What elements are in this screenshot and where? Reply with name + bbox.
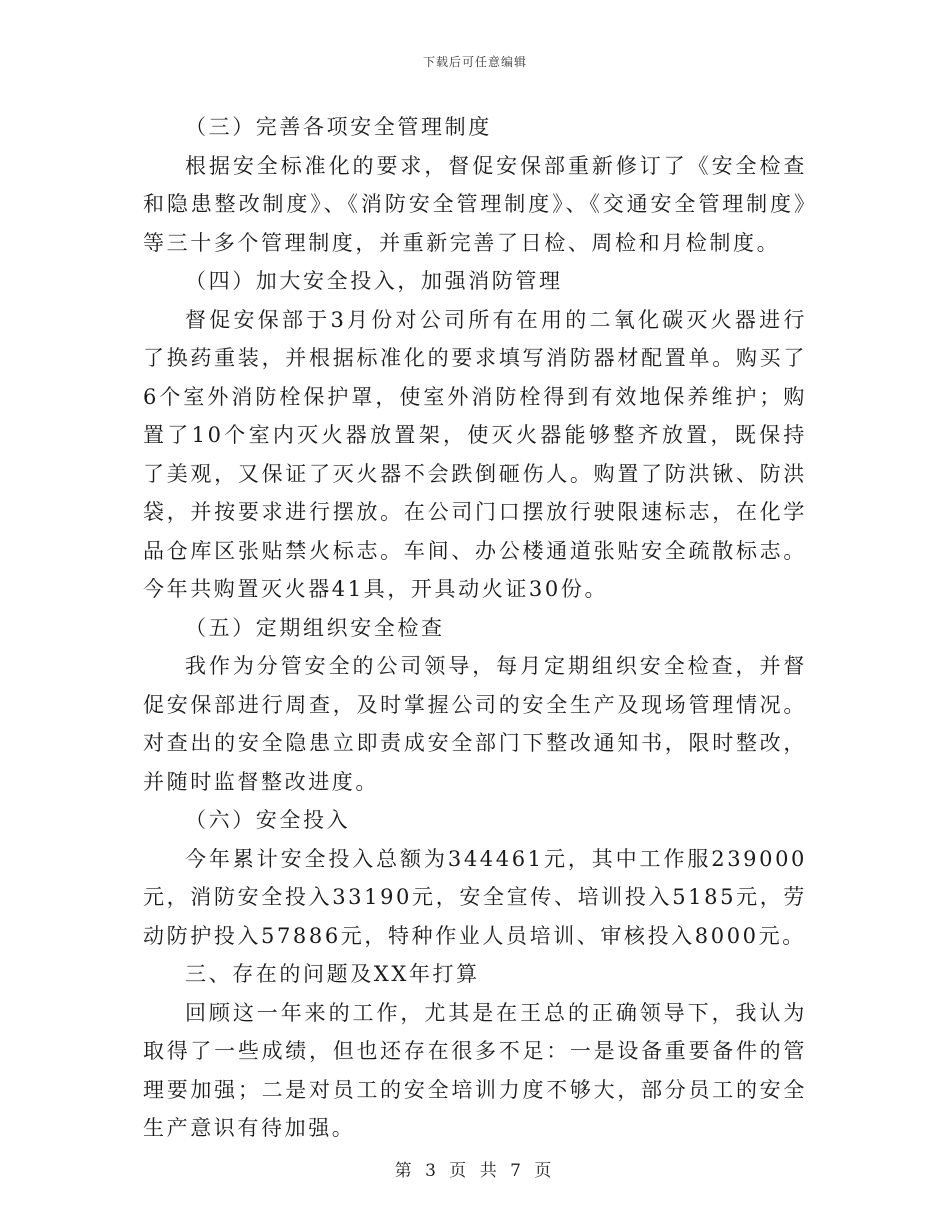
body-paragraph: 今年累计安全投入总额为344461元，其中工作服239000元，消防安全投入33190元，安全宣传、培训投入5185元，劳动防护投入57886元，特种作业人员培训、审核投入8000元。 xyxy=(143,846,807,948)
body-paragraph: 回顾这一年来的工作，尤其是在王总的正确领导下，我认为取得了一些成绩，但也还存在很多不足：一是设备重要备件的管理要加强；二是对员工的安全培训力度不够大，部分员工的安全生产意识有待加强。 xyxy=(143,1000,807,1140)
header-note: 下载后可任意编辑 xyxy=(422,55,527,69)
page-number: 第 3 页 共 7 页 xyxy=(394,1161,556,1181)
document-body xyxy=(143,108,807,1148)
body-paragraph: 督促安保部于3月份对公司所有在用的二氧化碳灭火器进行了换药重装，并根据标准化的要求填写消防器材配置单。购买了6个室外消防栓保护罩，使室外消防栓得到有效地保养维护；购置了10个室内灭火器放置架，使灭火器能够整齐放置，既保持了美观，又保证了灭火器不会跌倒砸伤人。购置了防洪锹、防洪袋，并按要求进行摆放。在公司门口摆放行驶限速标志，在化学品仓库区张贴禁火标志。车间、办公楼通道张贴安全疏散标志。今年共购置灭火器41具，开具动火证30份。 xyxy=(143,307,807,601)
section-heading: 三、存在的问题及XX年打算 xyxy=(185,962,480,986)
section-heading: （三）完善各项安全管理制度 xyxy=(185,115,492,139)
body-paragraph: 我作为分管安全的公司领导，每月定期组织安全检查，并督促安保部进行周查，及时掌握公司的安全生产及现场管理情况。对查出的安全隐患立即责成安全部门下整改通知书，限时整改，并随时监督整改进度。 xyxy=(143,654,807,794)
section-heading: （四）加大安全投入，加强消防管理 xyxy=(185,269,563,293)
body-paragraph: 根据安全标准化的要求，督促安保部重新修订了《安全检查和隐患整改制度》、《消防安全管理制度》、《交通安全管理制度》等三十多个管理制度，并重新完善了日检、周检和月检制度。 xyxy=(143,153,807,255)
section-heading: （六）安全投入 xyxy=(185,808,351,832)
section-heading: （五）定期组织安全检查 xyxy=(185,615,445,640)
